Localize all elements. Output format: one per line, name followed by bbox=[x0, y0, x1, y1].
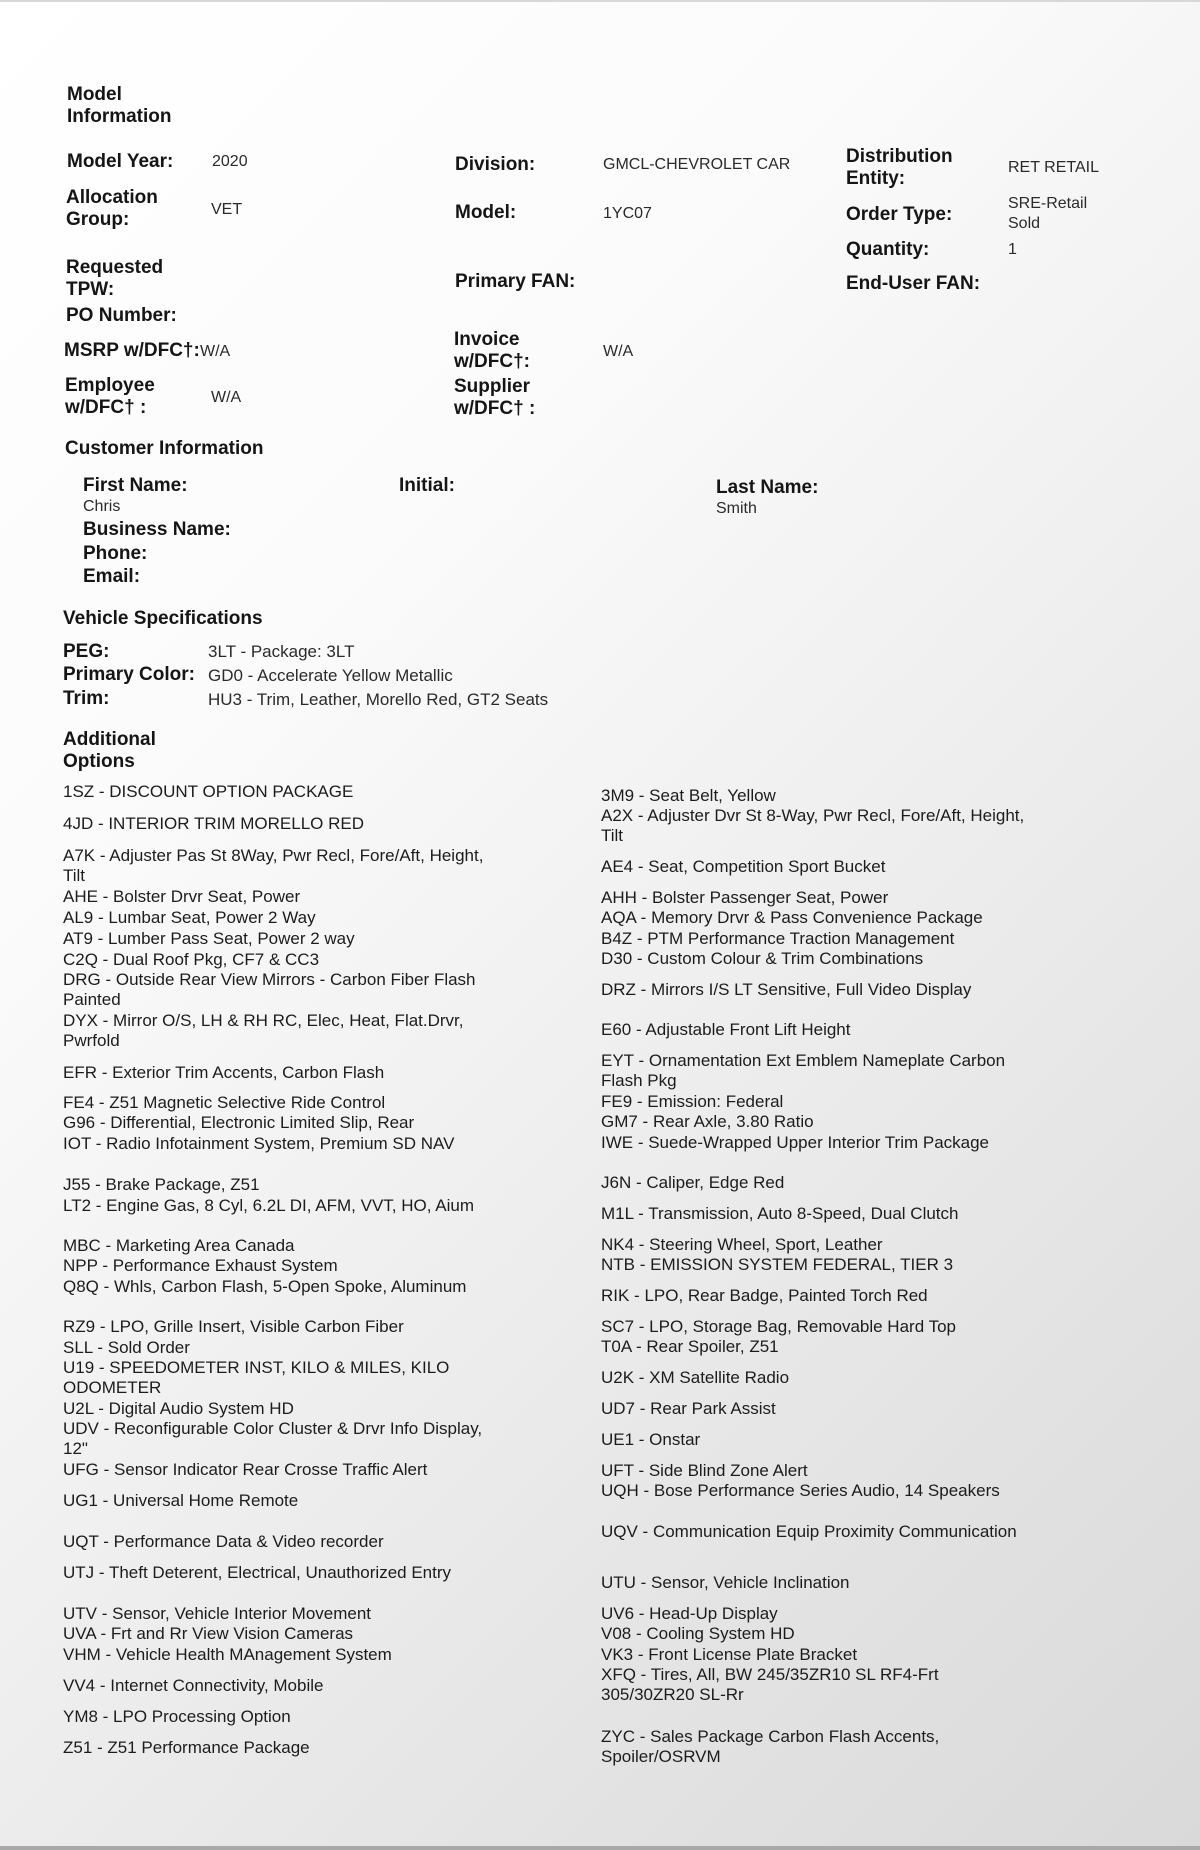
option-item: AHE - Bolster Drvr Seat, Power bbox=[63, 887, 301, 906]
allocation-group-label: Allocation Group: bbox=[66, 187, 158, 230]
option-item: RIK - LPO, Rear Badge, Painted Torch Red bbox=[601, 1286, 928, 1305]
option-item: VK3 - Front License Plate Bracket bbox=[601, 1645, 858, 1664]
option-item: UDV - Reconfigurable Color Cluster & Drvr Info Display, 12" bbox=[63, 1419, 483, 1458]
employee-label: Employee w/DFC† : bbox=[65, 375, 155, 418]
option-item: UTJ - Theft Deterent, Electrical, Unauthorized Entry bbox=[63, 1563, 452, 1582]
quantity-value: 1 bbox=[1008, 241, 1017, 258]
option-item: SLL - Sold Order bbox=[63, 1338, 190, 1357]
option-item: AQA - Memory Drvr & Pass Convenience Package bbox=[601, 908, 983, 927]
first-name-value: Chris bbox=[83, 498, 121, 515]
option-item: DRZ - Mirrors I/S LT Sensitive, Full Video Display bbox=[601, 980, 972, 999]
distribution-entity-value: RET RETAIL bbox=[1008, 159, 1099, 176]
option-item: J55 - Brake Package, Z51 bbox=[63, 1175, 260, 1194]
option-item: A7K - Adjuster Pas St 8Way, Pwr Recl, Fore/Aft, Height, Tilt bbox=[63, 846, 484, 885]
option-item: SC7 - LPO, Storage Bag, Removable Hard Top bbox=[601, 1317, 956, 1336]
option-item: AE4 - Seat, Competition Sport Bucket bbox=[601, 857, 886, 876]
option-item: D30 - Custom Colour & Trim Combinations bbox=[601, 949, 924, 968]
model-value: 1YC07 bbox=[603, 205, 652, 222]
msrp-value: W/A bbox=[200, 343, 231, 360]
option-item: UQH - Bose Performance Series Audio, 14 Speakers bbox=[601, 1481, 1000, 1500]
option-item: AT9 - Lumber Pass Seat, Power 2 way bbox=[63, 929, 355, 948]
option-item: FE4 - Z51 Magnetic Selective Ride Control bbox=[63, 1093, 386, 1112]
option-item: UVA - Frt and Rr View Vision Cameras bbox=[63, 1624, 354, 1643]
model-label: Model: bbox=[455, 202, 517, 223]
option-item: UQV - Communication Equip Proximity Communication bbox=[601, 1522, 1017, 1541]
employee-value: W/A bbox=[211, 389, 242, 406]
primary-color-value: GD0 - Accelerate Yellow Metallic bbox=[208, 666, 453, 685]
option-item: VV4 - Internet Connectivity, Mobile bbox=[63, 1676, 324, 1695]
option-item: 4JD - INTERIOR TRIM MORELLO RED bbox=[63, 814, 364, 833]
option-item: ZYC - Sales Package Carbon Flash Accents, Spoiler/OSRVM bbox=[601, 1727, 940, 1766]
po-number-label: PO Number: bbox=[66, 305, 177, 326]
option-item: C2Q - Dual Roof Pkg, CF7 & CC3 bbox=[63, 950, 320, 969]
option-item: VHM - Vehicle Health MAnagement System bbox=[63, 1645, 392, 1664]
division-label: Division: bbox=[455, 154, 536, 175]
model-information-heading: Model Information bbox=[67, 84, 172, 127]
option-item: UTV - Sensor, Vehicle Interior Movement bbox=[63, 1604, 372, 1623]
option-item: UTU - Sensor, Vehicle Inclination bbox=[601, 1573, 850, 1592]
option-item: YM8 - LPO Processing Option bbox=[63, 1707, 291, 1726]
business-name-label: Business Name: bbox=[83, 519, 231, 540]
option-item: GM7 - Rear Axle, 3.80 Ratio bbox=[601, 1112, 814, 1131]
option-item: EYT - Ornamentation Ext Emblem Nameplate Carbon Flash Pkg bbox=[601, 1051, 1006, 1090]
last-name-value: Smith bbox=[716, 500, 757, 517]
last-name-label: Last Name: bbox=[716, 477, 819, 498]
allocation-group-value: VET bbox=[211, 201, 243, 218]
option-item: IOT - Radio Infotainment System, Premium SD NAV bbox=[63, 1134, 455, 1153]
option-item: NK4 - Steering Wheel, Sport, Leather bbox=[601, 1235, 883, 1254]
option-item: V08 - Cooling System HD bbox=[601, 1624, 795, 1643]
vehicle-specifications-heading: Vehicle Specifications bbox=[63, 608, 263, 629]
option-item: XFQ - Tires, All, BW 245/35ZR10 SL RF4-Frt 305/30ZR20 SL-Rr bbox=[601, 1665, 939, 1704]
option-item: T0A - Rear Spoiler, Z51 bbox=[601, 1337, 779, 1356]
option-item: IWE - Suede-Wrapped Upper Interior Trim Package bbox=[601, 1133, 990, 1152]
option-item: UG1 - Universal Home Remote bbox=[63, 1491, 299, 1510]
option-item: UD7 - Rear Park Assist bbox=[601, 1399, 776, 1418]
option-item: UE1 - Onstar bbox=[601, 1430, 701, 1449]
option-item: FE9 - Emission: Federal bbox=[601, 1092, 784, 1111]
option-item: DYX - Mirror O/S, LH & RH RC, Elec, Heat, Flat.Drvr, Pwrfold bbox=[63, 1011, 464, 1050]
option-item: DRG - Outside Rear View Mirrors - Carbon Fiber Flash Painted bbox=[63, 970, 476, 1009]
option-item: 1SZ - DISCOUNT OPTION PACKAGE bbox=[63, 782, 354, 801]
order-type-label: Order Type: bbox=[846, 204, 953, 225]
peg-label: PEG: bbox=[63, 641, 110, 662]
option-item: E60 - Adjustable Front Lift Height bbox=[601, 1020, 851, 1039]
page-bottom-edge bbox=[0, 1846, 1200, 1850]
option-item: RZ9 - LPO, Grille Insert, Visible Carbon Fiber bbox=[63, 1317, 404, 1336]
option-item: MBC - Marketing Area Canada bbox=[63, 1236, 295, 1255]
option-item: U19 - SPEEDOMETER INST, KILO & MILES, KILO ODOMETER bbox=[63, 1358, 450, 1397]
option-item: Z51 - Z51 Performance Package bbox=[63, 1738, 310, 1757]
primary-color-label: Primary Color: bbox=[63, 664, 195, 685]
option-item: B4Z - PTM Performance Traction Management bbox=[601, 929, 955, 948]
option-item: UFT - Side Blind Zone Alert bbox=[601, 1461, 808, 1480]
option-item: U2L - Digital Audio System HD bbox=[63, 1399, 294, 1418]
page-top-edge bbox=[0, 0, 1200, 2]
option-item: G96 - Differential, Electronic Limited Slip, Rear bbox=[63, 1113, 415, 1132]
distribution-entity-label: Distribution Entity: bbox=[846, 146, 953, 189]
additional-options-heading: Additional Options bbox=[63, 729, 156, 772]
option-item: AL9 - Lumbar Seat, Power 2 Way bbox=[63, 908, 316, 927]
invoice-value: W/A bbox=[603, 343, 634, 360]
peg-value: 3LT - Package: 3LT bbox=[208, 642, 355, 661]
option-item: A2X - Adjuster Dvr St 8-Way, Pwr Recl, Fore/Aft, Height, Tilt bbox=[601, 806, 1025, 845]
option-item: EFR - Exterior Trim Accents, Carbon Flash bbox=[63, 1063, 385, 1082]
supplier-label: Supplier w/DFC† : bbox=[454, 376, 536, 419]
customer-information-heading: Customer Information bbox=[65, 438, 264, 459]
model-year-value: 2020 bbox=[212, 153, 248, 170]
end-user-fan-label: End-User FAN: bbox=[846, 273, 981, 294]
email-label: Email: bbox=[83, 566, 141, 587]
trim-label: Trim: bbox=[63, 688, 110, 709]
option-item: M1L - Transmission, Auto 8-Speed, Dual Clutch bbox=[601, 1204, 959, 1223]
order-type-value: SRE-Retail Sold bbox=[1008, 195, 1088, 232]
option-item: J6N - Caliper, Edge Red bbox=[601, 1173, 785, 1192]
invoice-label: Invoice w/DFC†: bbox=[454, 329, 530, 372]
option-item: U2K - XM Satellite Radio bbox=[601, 1368, 790, 1387]
option-item: AHH - Bolster Passenger Seat, Power bbox=[601, 888, 889, 907]
first-name-label: First Name: bbox=[83, 475, 188, 496]
option-item: UQT - Performance Data & Video recorder bbox=[63, 1532, 384, 1551]
trim-value: HU3 - Trim, Leather, Morello Red, GT2 Seats bbox=[208, 690, 549, 709]
option-item: NTB - EMISSION SYSTEM FEDERAL, TIER 3 bbox=[601, 1255, 954, 1274]
model-year-label: Model Year: bbox=[67, 151, 174, 172]
initial-label: Initial: bbox=[399, 475, 455, 496]
phone-label: Phone: bbox=[83, 543, 148, 564]
option-item: NPP - Performance Exhaust System bbox=[63, 1256, 338, 1275]
requested-tpw-label: Requested TPW: bbox=[66, 257, 164, 300]
msrp-label: MSRP w/DFC†: bbox=[64, 340, 200, 361]
primary-fan-label: Primary FAN: bbox=[455, 271, 576, 292]
option-item: Q8Q - Whls, Carbon Flash, 5-Open Spoke, Aluminum bbox=[63, 1277, 467, 1296]
option-item: UV6 - Head-Up Display bbox=[601, 1604, 778, 1623]
division-value: GMCL-CHEVROLET CAR bbox=[603, 156, 791, 173]
option-item: 3M9 - Seat Belt, Yellow bbox=[601, 786, 776, 805]
quantity-label: Quantity: bbox=[846, 239, 930, 260]
option-item: UFG - Sensor Indicator Rear Crosse Traffic Alert bbox=[63, 1460, 428, 1479]
option-item: LT2 - Engine Gas, 8 Cyl, 6.2L DI, AFM, VVT, HO, Aium bbox=[63, 1196, 474, 1215]
